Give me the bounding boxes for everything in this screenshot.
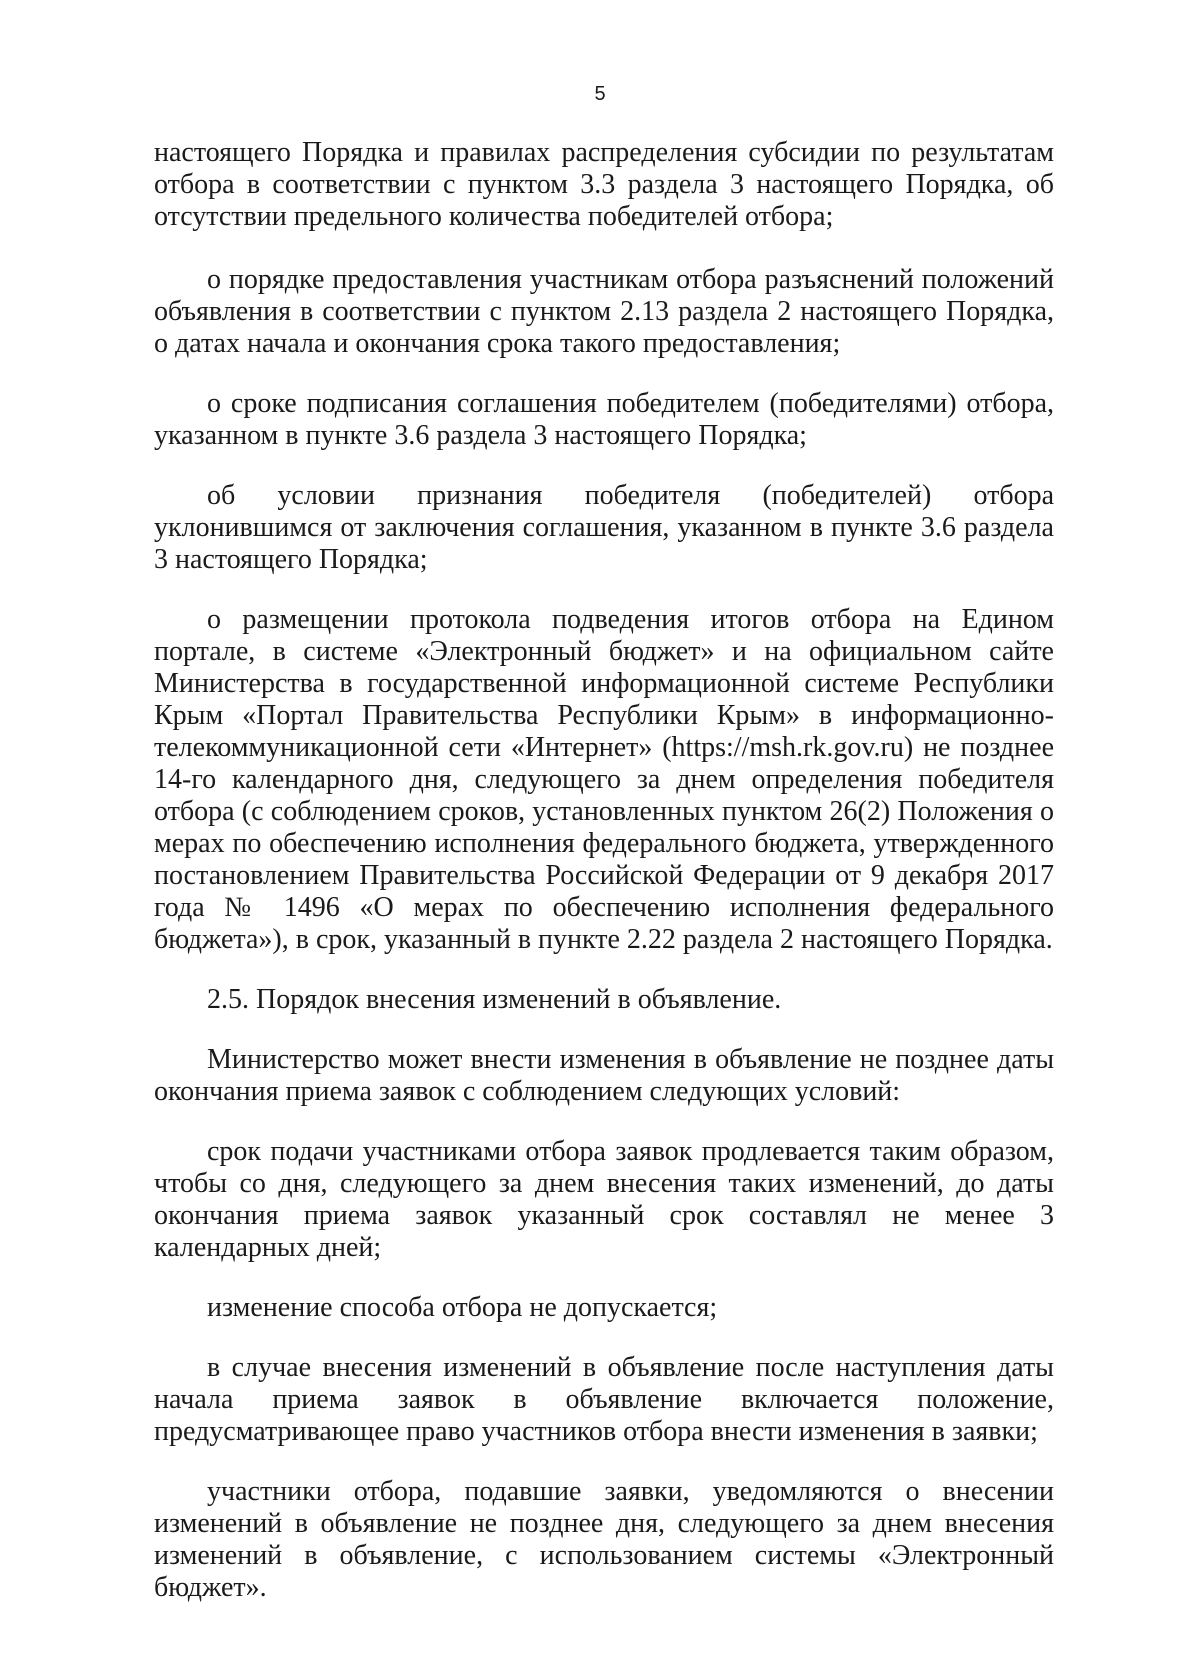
paragraph-notification: участники отбора, подавшие заявки, уведомляются о внесении изменений в объявление не позднее дня, следующего за днем внесения изменений в объявление, с использованием системы «Электронный бюджет». — [154, 1476, 1054, 1603]
paragraph-signing-term: о сроке подписания соглашения победителем (победителями) отбора, указанном в пункте 3.6 раздела 3 настоящего Порядка; — [154, 388, 1054, 451]
paragraph-clarifications: о порядке предоставления участникам отбора разъяснений положений объявления в соответствии с пунктом 2.13 раздела 2 настоящего Порядка, о датах начала и окончания срока такого предоставления; — [154, 264, 1054, 359]
paragraph-amend-applications: в случае внесения изменений в объявление после наступления даты начала приема заявок в объявление включается положение, предусматривающее право участников отбора внести изменения в заявки; — [154, 1352, 1054, 1447]
section-heading-2-5: 2.5. Порядок внесения изменений в объявление. — [207, 984, 782, 1015]
page-number: 5 — [594, 83, 606, 105]
paragraph-ministry-changes: Министерство может внести изменения в объявление не позднее даты окончания приема заявок с соблюдением следующих условий: — [154, 1044, 1054, 1107]
paragraph-protocol-placement: о размещении протокола подведения итогов отбора на Едином портале, в системе «Электронный бюджет» и на официальном сайте Министерства в государственной информационной системе Республики Крым «Портал Правительства Республики Крым» в информационно-телекоммуникационной сети «Интернет» (https://msh.rk.gov.ru) не позднее 14-го календарного дня, следующего за днем определения победителя отбора (с соблюдением сроков, установленных пунктом 26(2) Положения о мерах по обеспечению исполнения федерального бюджета, утвержденного постановлением Правительства Российской Федерации от 9 декабря 2017 года № 1496 «О мерах по обеспечению исполнения федерального бюджета»), в срок, указанный в пункте 2.22 раздела 2 настоящего Порядка. — [154, 604, 1054, 955]
paragraph-continuation: настоящего Порядка и правилах распределения субсидии по результатам отбора в соответствии с пунктом 3.3 раздела 3 настоящего Порядка, об отсутствии предельного количества победителей отбора; — [154, 137, 1054, 232]
paragraph-evasion-condition: об условии признания победителя (победителей) отбора уклонившимся от заключения соглашения, указанном в пункте 3.6 раздела 3 настоящего Порядка; — [154, 480, 1054, 575]
paragraph-submission-term: срок подачи участниками отбора заявок продлевается таким образом, чтобы со дня, следующего за днем внесения таких изменений, до даты окончания приема заявок указанный срок составлял не менее 3 календарных дней; — [154, 1136, 1054, 1263]
paragraph-method-change: изменение способа отбора не допускается; — [207, 1292, 718, 1323]
document-body — [154, 137, 1054, 1632]
